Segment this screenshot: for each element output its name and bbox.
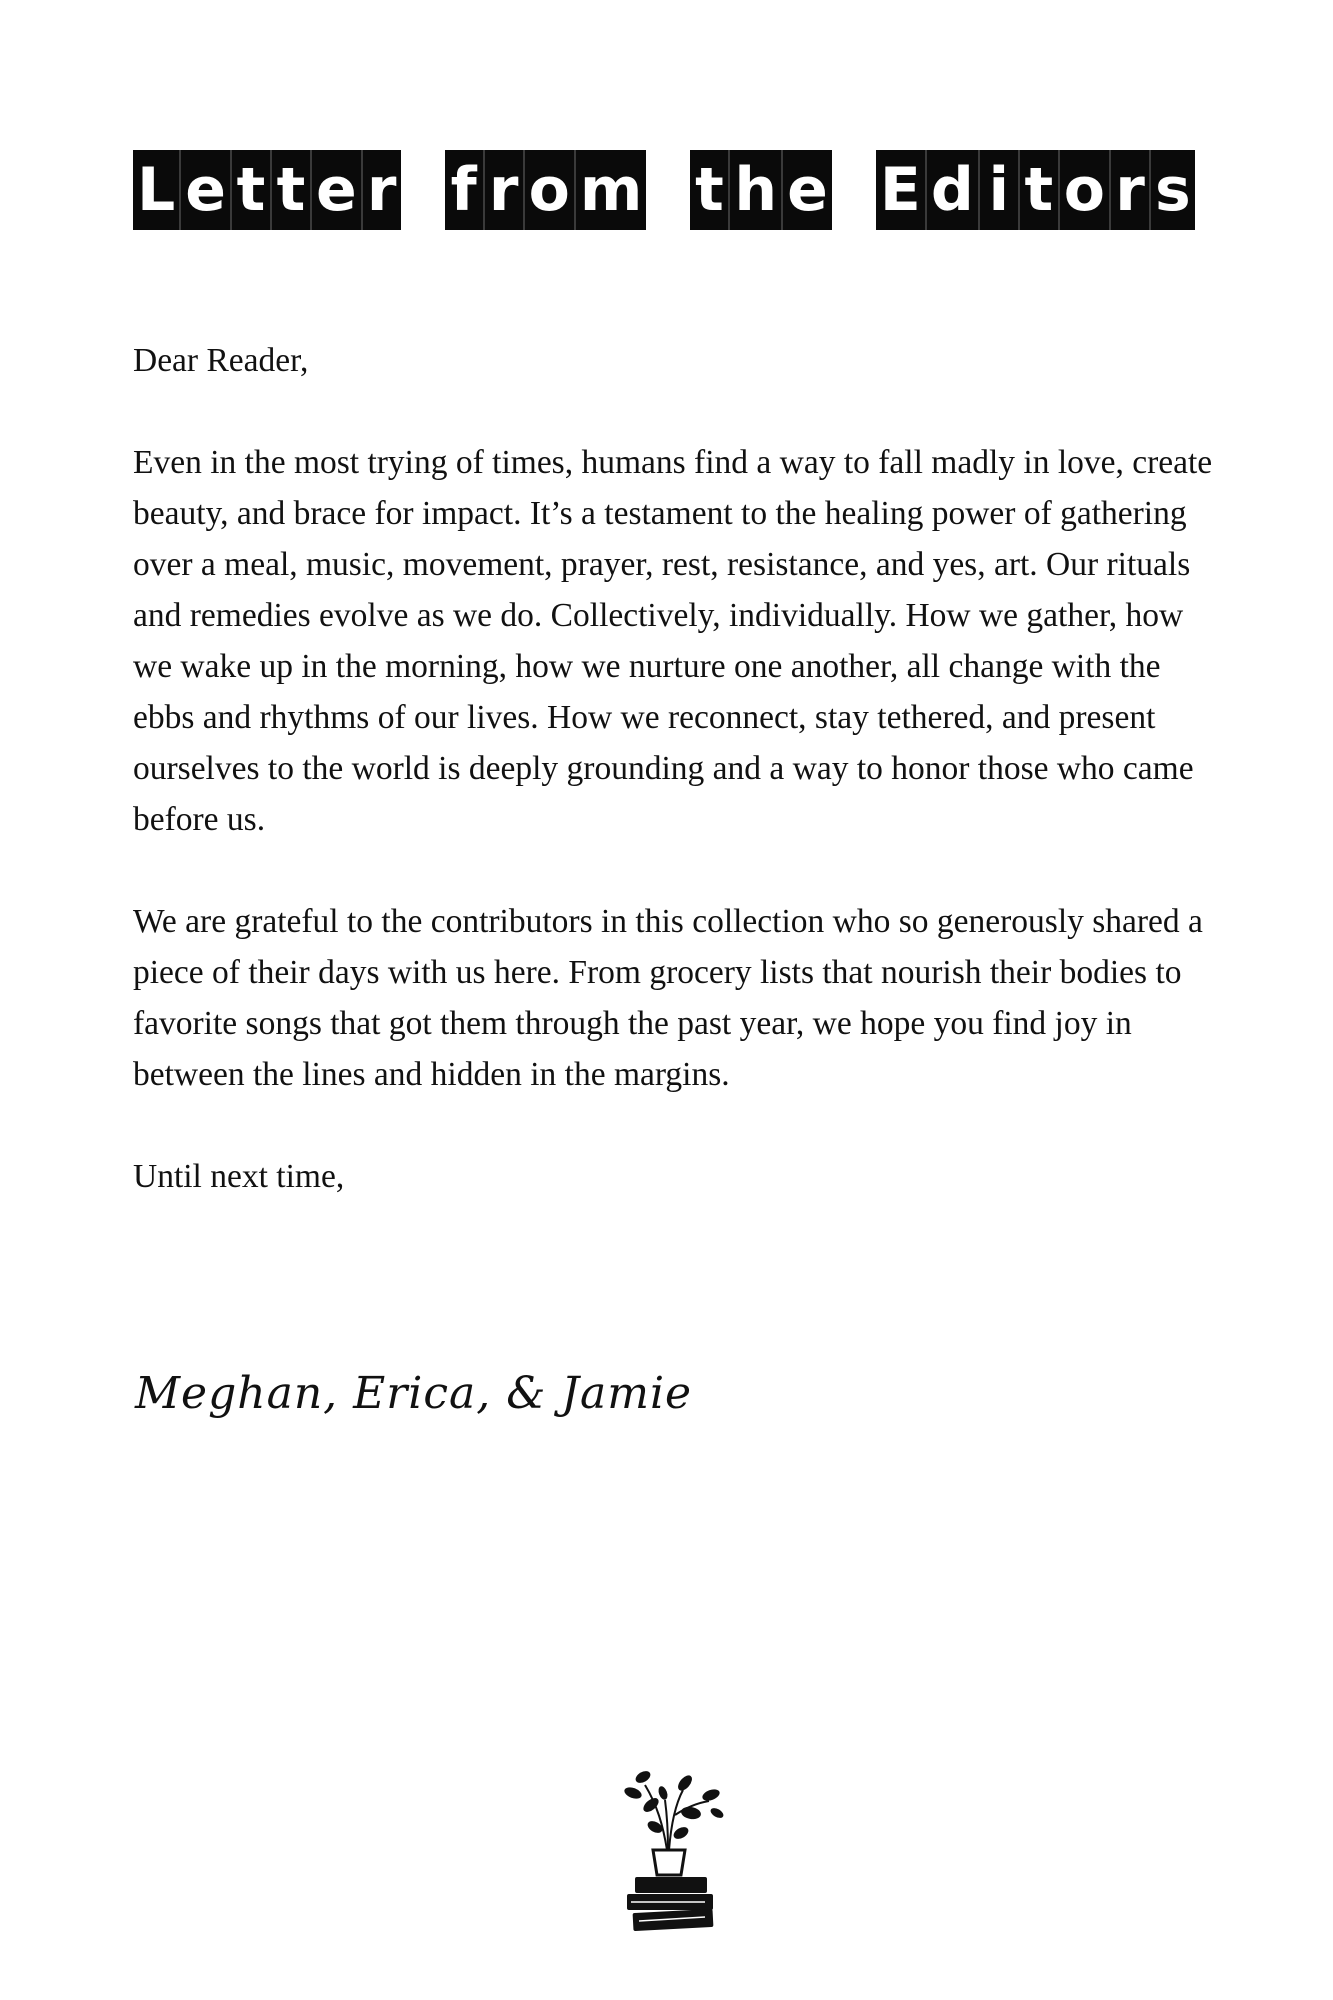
title-letter-tile: r	[485, 150, 525, 230]
title-letter-tile: o	[1060, 150, 1111, 230]
title-letter-tile: E	[876, 150, 927, 230]
potted-plant-on-books-icon	[605, 1755, 735, 1935]
closing-line: Until next time,	[133, 1158, 345, 1195]
title-letter-tile: t	[1020, 150, 1060, 230]
title-word	[690, 150, 831, 230]
title-letter-tile: d	[927, 150, 980, 230]
letter-paragraph-1: Even in the most trying of times, humans find a way to fall madly in love, create beauty, and brace for impact. It’s a testament to the healing power of gathering over a meal, music, movement, prayer, rest, resistance, and yes, art. Our rituals and remedies evolve as we do. Collectively, individually. How we gather, how we wake up in the morning, how we nurture one another, all change with the ebbs and rhythms of our lives. How we reconnect, stay tethered, and present ourselves to the world is deeply grounding and a way to honor those who came before us.	[133, 444, 1213, 838]
page-title	[133, 150, 1195, 230]
title-letter-tile: r	[1111, 150, 1151, 230]
title-letter-tile: o	[525, 150, 576, 230]
title-letter-tile: h	[730, 150, 783, 230]
title-letter-tile: i	[980, 150, 1020, 230]
title-letter-tile: m	[576, 150, 647, 230]
title-word	[133, 150, 401, 230]
letter-paragraph-2: We are grateful to the contributors in this collection who so generously shared a piece of their days with us here. From grocery lists that nourish their bodies to favorite songs that got them through the past year, we hope you find joy in between the lines and hidden in the margins.	[133, 903, 1203, 1093]
title-letter-tile: r	[363, 150, 401, 230]
title-letter-tile: e	[181, 150, 232, 230]
title-letter-tile: s	[1151, 150, 1195, 230]
title-letter-tile: f	[445, 150, 485, 230]
title-letter-tile: e	[783, 150, 832, 230]
title-word	[876, 150, 1195, 230]
title-letter-tile: t	[232, 150, 272, 230]
title-letter-tile: t	[690, 150, 730, 230]
title-letter-tile: t	[272, 150, 312, 230]
signature-text: Meghan, Erica, & Jamie	[135, 1368, 693, 1419]
salutation: Dear Reader,	[133, 342, 309, 379]
editors-signature	[133, 1350, 733, 1430]
title-letter-tile: L	[133, 150, 181, 230]
letter-body	[133, 335, 1213, 1253]
title-letter-tile: e	[312, 150, 363, 230]
title-word	[445, 150, 647, 230]
